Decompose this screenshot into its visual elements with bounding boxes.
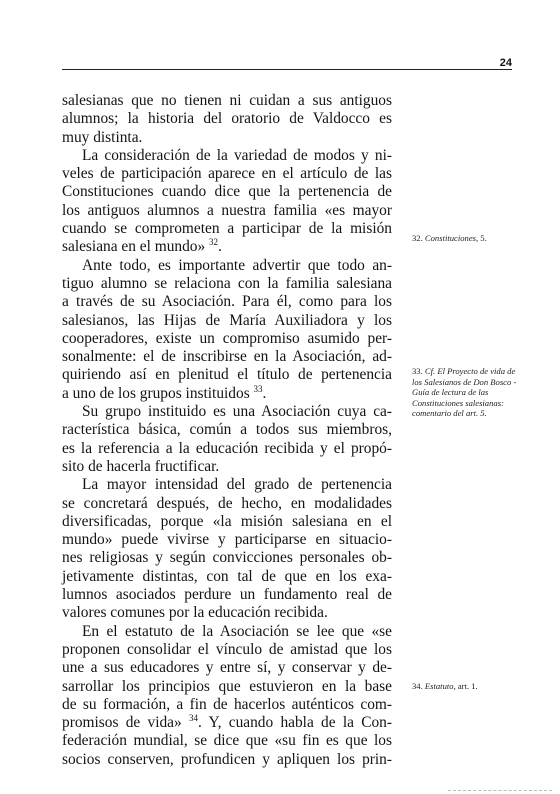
note-number: 34. [412,681,423,691]
text-line: sarrollar los principios que estuvieron en la base [62,677,392,695]
text-line: racterística básica, común a todos sus miembros, [62,421,392,439]
note-title: Constituciones [424,233,476,243]
text-line [62,714,392,732]
text-line: tiguo alumno se relaciona con la familia salesiana [62,274,392,292]
text-line: cooperadores, existe un compromiso asumido per- [62,329,392,347]
text-line: valores comunes por la educación recibida. [62,604,328,622]
margin-note-32 [412,233,520,244]
note-text: Cf. El Proyecto de vida de los Salesianos de Don Bosco - Guía de lectura de las Constituciones salesianas: comentario del art. 5. [412,366,517,418]
text-line: salesianos, las Hijas de María Auxiliadora y los [62,311,392,329]
note-text: , art. 1. [453,681,478,691]
text-fragment: . [262,384,267,402]
text-line: La consideración de la variedad de modos y ni- [82,146,392,164]
text-line: diversificadas, porque «la misión salesiana en el [62,512,392,530]
text-fragment: salesiana en el mundo» [62,238,206,256]
text-line: Constituciones cuando dice que la pertenencia de [62,183,392,201]
text-line: a través de su Asociación. Para él, como para los [62,293,392,311]
note-number: 33. [412,366,423,376]
body-text [62,92,392,769]
text-line: En el estatuto de la Asociación se lee que «se [82,622,392,640]
text-line: se concretará después, de hecho, en modalidades [62,494,392,512]
footnote-ref-32: 32 [209,237,219,248]
header-rule [62,69,512,70]
text-line [62,238,392,256]
text-line: de su formación, a fin de hacerlos auténticos com- [62,695,392,713]
text-line: sonalmente: el de inscribirse en la Asociación, ad- [62,348,392,366]
text-line: salesianas que no tienen ni cuidan a sus antiguos [62,92,392,109]
text-line: cuando se comprometen a participar de la misión [62,220,392,238]
text-line: mundo» puede vivirse y participarse en situacio- [62,531,392,549]
text-line: jetivamente distintas, con tal de que en los exa- [62,567,392,585]
text-line: veles de participación aparece en el artículo de las [62,165,392,183]
text-line: La mayor intensidad del grado de pertenencia [82,476,392,494]
margin-note-33 [412,366,520,419]
note-title: Estatuto [424,681,454,691]
text-line: es la referencia a la educación recibida y el propó- [62,439,392,457]
text-line: nes religiosas y según convicciones personales ob- [62,549,392,567]
page-number: 24 [499,57,512,69]
margin-note-34 [412,681,520,692]
footer-rule [448,790,552,791]
text-line: socios conserven, profundicen y apliquen los prin- [62,750,392,768]
text-line: Ante todo, es importante advertir que todo an- [82,256,392,274]
note-number: 32. [412,233,423,243]
text-fragment: . Y, cuando habla de la Con- [197,714,392,732]
text-line: muy distinta. [62,128,143,146]
text-line: proponen consolidar el vínculo de amistad que los [62,640,392,658]
text-fragment: promisos de vida» [62,714,182,732]
text-line: federación mundial, se dice que «su fin es que los [62,732,392,750]
text-fragment: . [218,238,222,256]
text-line: los antiguos alumnos a nuestra familia «es mayor [62,201,392,219]
footnote-ref-33: 33 [253,383,263,394]
text-line [62,385,392,403]
text-fragment: a uno de los grupos instituidos [62,384,250,402]
text-line: quiriendo así en plenitud el título de pertenencia [62,366,392,384]
text-line: Su grupo instituido es una Asociación cuya ca- [82,403,392,421]
text-line: une a sus educadores y entre sí, y conservar y de- [62,659,392,677]
footnote-ref-34: 34 [188,712,198,723]
text-line: sito de hacerla fructificar. [62,457,220,475]
text-line: alumnos; la historia del oratorio de Valdocco es [62,110,392,128]
text-line: lumnos asociados perdure un fundamento real de [62,586,392,604]
note-text: , 5. [476,233,487,243]
